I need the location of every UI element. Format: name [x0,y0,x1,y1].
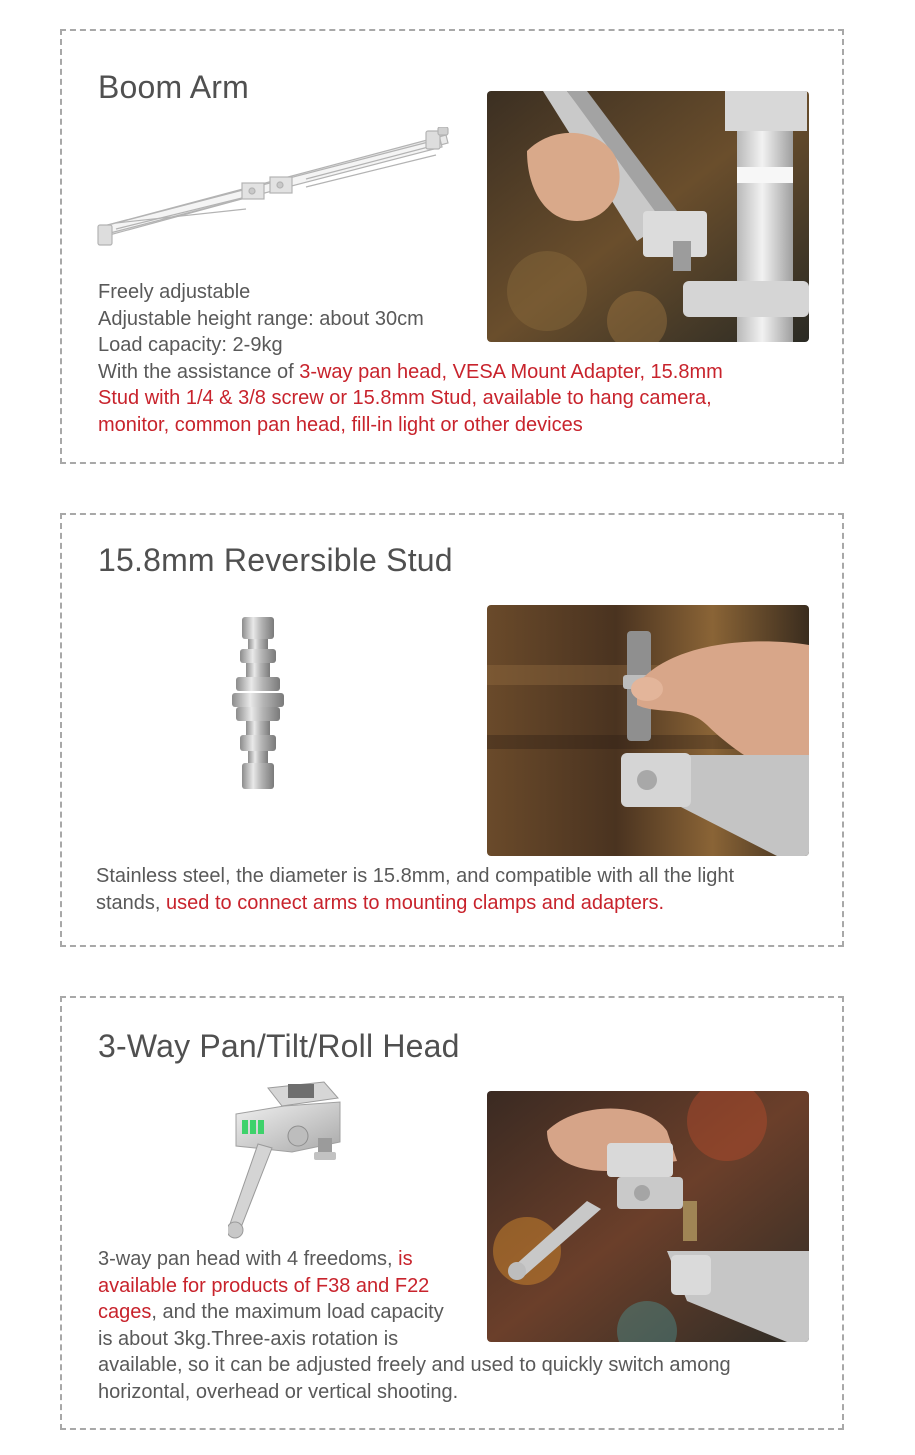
boom-arm-title: Boom Arm [98,69,249,105]
pan-head-line-1-plain: 3-way pan head with 4 freedoms, [98,1248,399,1270]
pan-head-line-3-plain: , and the maximum load capacity [151,1301,444,1323]
boom-arm-line-3: Load capacity: 2-9kg [98,334,283,356]
pan-head-title: 3-Way Pan/Tilt/Roll Head [98,1028,460,1064]
boom-arm-desc-red-3: monitor, common pan head, fill-in light or other devices [98,413,583,436]
boom-arm-line-4 [98,359,723,386]
stud-line-1: Stainless steel, the diameter is 15.8mm, and compatible with all the light [96,865,735,887]
pan-head-line-3 [98,1299,731,1326]
boom-arm-desc-plain: With the assistance of [98,360,300,383]
stud-line-2 [96,890,734,917]
pan-head-line-1 [98,1246,731,1273]
boom-arm-section [60,29,844,464]
stud-line-2-plain: stands, [96,891,167,914]
boom-arm-desc-red-1: 3-way pan head, VESA Mount Adapter, 15.8mm [299,360,723,383]
pan-head-line-6: horizontal, overhead or vertical shooting. [98,1380,459,1403]
boom-arm-desc-red-2: Stud with 1/4 & 3/8 screw or 15.8mm Stud, available to hang camera, [98,387,712,409]
boom-arm-line-2: Adjustable height range: about 30cm [98,307,424,330]
pan-head-line-1-red: is [398,1248,413,1270]
pan-head-line-4: is about 3kg.Three-axis rotation is [98,1327,399,1350]
pan-head-description [98,1246,731,1405]
pan-tilt-head-illustration-icon [228,1074,358,1244]
stud-line-2-red: used to connect arms to mounting clamps and adapters. [166,891,665,914]
reversible-stud-title: 15.8mm Reversible Stud [98,542,453,578]
pan-head-line-5: available, so it can be adjusted freely and used to quickly switch among [98,1354,731,1376]
pan-head-section [60,996,844,1430]
pan-head-line-2: available for products of F38 and F22 [98,1274,430,1297]
pan-head-line-3-red: cages [98,1301,152,1323]
boom-arm-description [98,279,723,438]
boom-arm-line-1: Freely adjustable [98,281,251,303]
reversible-stud-illustration-icon [230,615,286,793]
reversible-stud-description [96,863,734,916]
boom-arm-illustration-icon [96,127,452,253]
stud-in-hand-photo-icon [487,605,809,856]
reversible-stud-section [60,513,844,947]
